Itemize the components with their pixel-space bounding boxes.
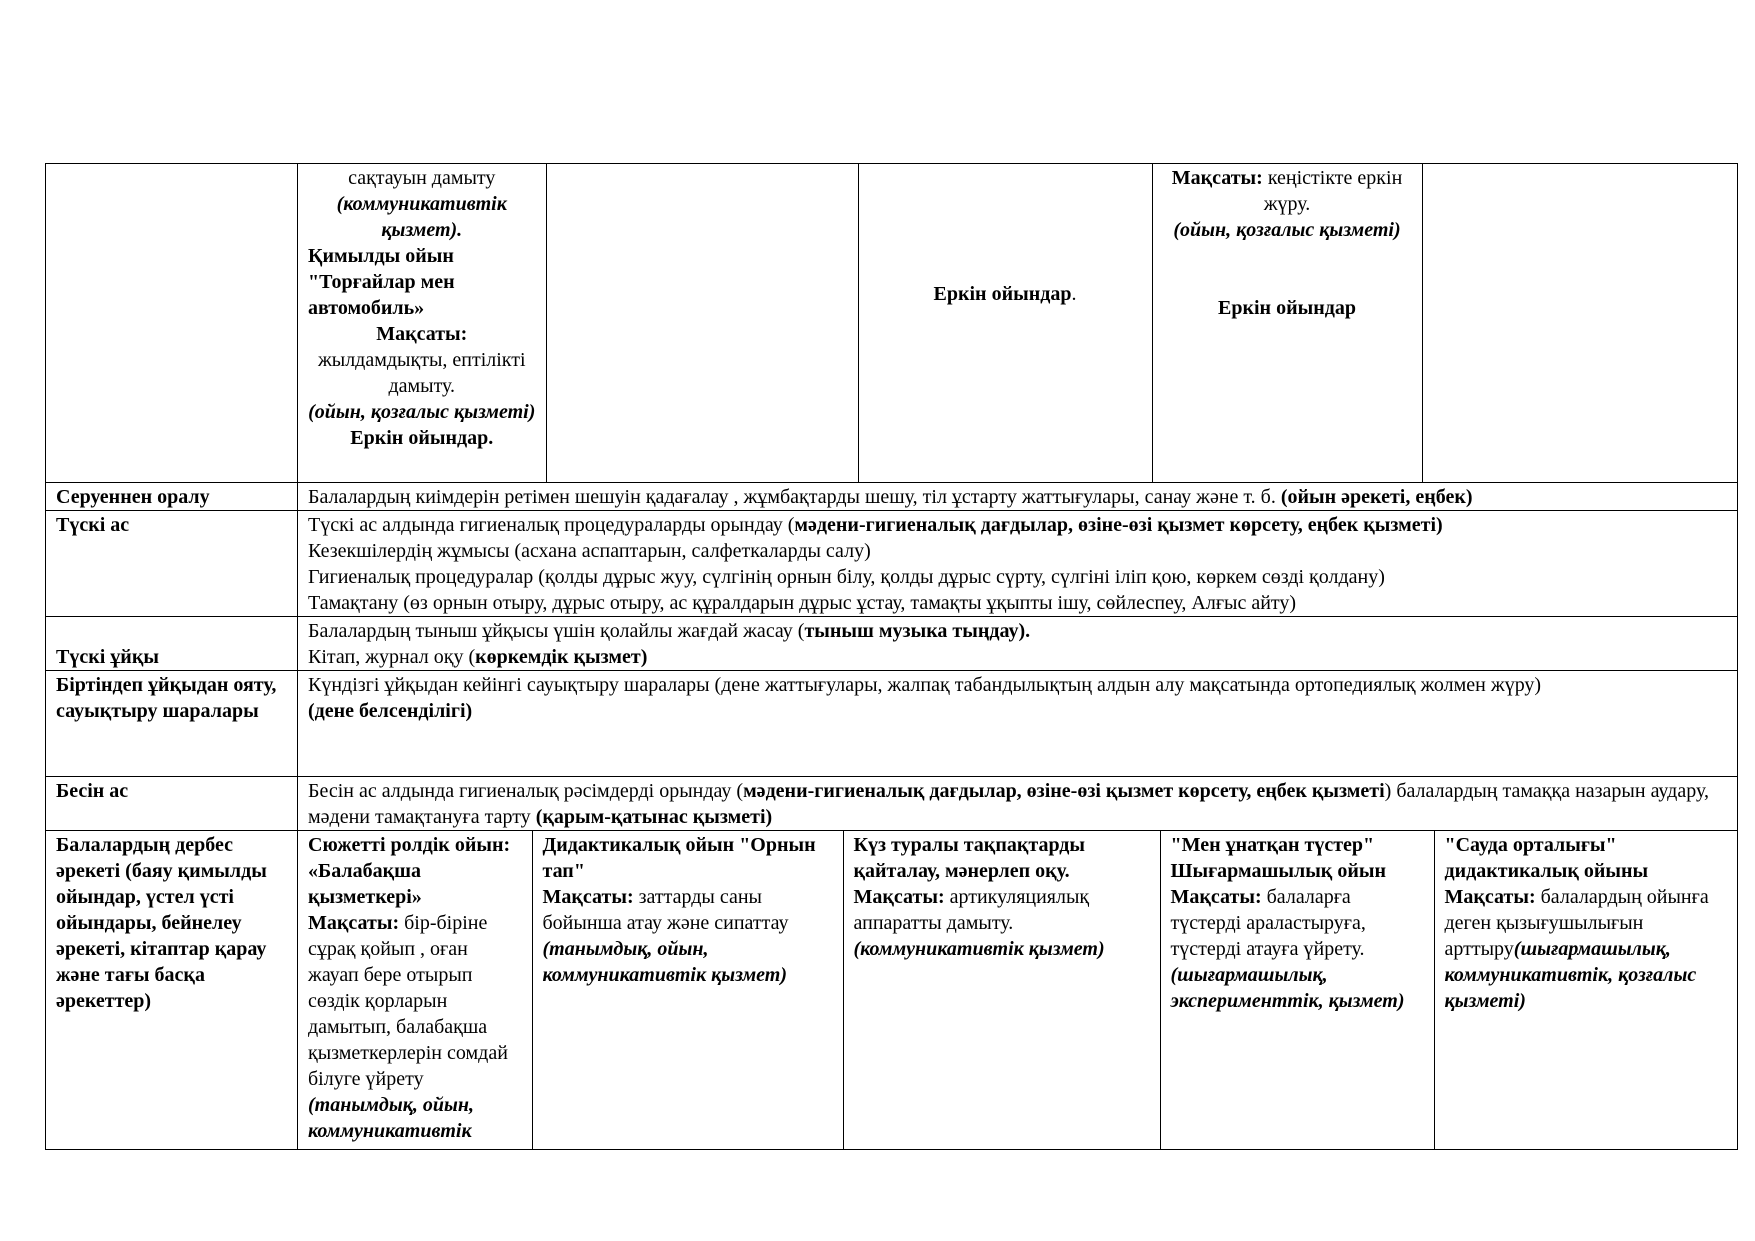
empty-label-cell [46, 164, 298, 483]
row-wakeup [46, 671, 1738, 777]
activity-type-2: (ойын, қозғалыс қызметі) [1173, 219, 1401, 241]
row-content-lunch [298, 511, 1738, 617]
continuation-cells [298, 164, 1738, 483]
activity-cell-4 [1160, 831, 1434, 1149]
row-label-independent: Балалардың дербес әрекеті (баяу қимылды ойындар, үстел үсті ойындары, бейнелеу әрекеті, кітаптар қарау және тағы басқа әрекеттер) [46, 831, 298, 1150]
row-independent [46, 831, 1738, 1150]
activity-cell-5 [1434, 831, 1738, 1149]
activity-goal-3: артикуляциялық аппаратты дамыту. [853, 886, 1090, 934]
nap-activity-2: көркемдік қызмет) [475, 646, 648, 668]
movement-game-title: Қимылды ойын "Торғайлар мен автомобиль» [308, 245, 455, 319]
free-games-3: Еркін ойындар [1218, 297, 1356, 319]
goal-label-2: Мақсаты: [1171, 167, 1263, 189]
activity-type-5: (шығармашылық, коммуникативтік, қозғалыс қызметі) [1444, 938, 1697, 1012]
row-label-wakeup: Біртіндеп ұйқыдан ояту, сауықтыру шаралары [46, 671, 298, 777]
schedule-sheet [45, 163, 1737, 1150]
activity-goal-4: балаларға түстерді араластыруға, түстерді атауға үйрету. [1170, 886, 1366, 960]
snack-text-2: ) балалардың тамаққа назарын аудару, мәдени тамақтануға тарту [308, 780, 1709, 828]
activity-cell-2 [532, 831, 843, 1149]
activity-type-3: (коммуникативтік қызмет) [853, 938, 1105, 960]
activity-type-1: (танымдық, ойын, коммуникативтік [308, 1094, 474, 1142]
lunch-text-4: Тамақтану (өз орнын отыру, дұрыс отыру, ас құралдарын дұрыс ұстау, тамақты ұқыпты ішу, сөйлеспеу, Алғыс айту) [308, 592, 1297, 614]
activity-type-2b: (танымдық, ойын, коммуникативтік қызмет) [542, 938, 787, 986]
lunch-text-2: Кезекшілердің жұмысы (асхана аспаптарын, салфеткаларды салу) [308, 540, 871, 562]
activity-goal-1: бір-біріне сұрақ қойып , оған жауап бере отырып сөздік қорларын дамытып, балабақша қызметкерлерін сомдай білуге үйрету [308, 912, 508, 1090]
cont-cell-4 [1152, 164, 1422, 482]
row-label-snack: Бесін ас [46, 777, 298, 831]
lunch-text-3: Гигиеналық процедуралар (қолды дұрыс жуу, сүлгінің орнын білу, қолды дұрыс сүрту, сүлгіні іліп қою, көркем сөзді қолдану) [308, 566, 1385, 588]
row-content-return-walk [298, 483, 1738, 511]
activity-goal-label-3: Мақсаты: [853, 886, 945, 908]
activity-title-3: Күз туралы тақпақтарды қайталау, мәнерлеп оқу. [853, 834, 1086, 882]
schedule-table [45, 163, 1738, 1150]
cont-text-1: сақтауын дамыту [348, 167, 496, 189]
wakeup-activity: (дене белсенділігі) [308, 700, 473, 722]
cont-cell-3 [858, 164, 1152, 482]
activity-title-1: Сюжетті ролдік ойын: «Балабақша қызметкері» [308, 834, 511, 908]
row-nap [46, 617, 1738, 671]
row-content-nap [298, 617, 1738, 671]
cont-cell-2 [546, 164, 858, 482]
nap-text-2: Кітап, журнал оқу ( [308, 646, 476, 668]
row-label-return-walk: Серуеннен оралу [46, 483, 298, 511]
row-lunch [46, 511, 1738, 617]
row-return-walk [46, 483, 1738, 511]
cont-cell-1 [298, 164, 546, 482]
snack-text-1: Бесін ас алдында гигиеналық рәсімдерді орындау ( [308, 780, 744, 802]
snack-activity-2: (қарым-қатынас қызметі) [535, 806, 773, 828]
return-walk-text: Балалардың киімдерін ретімен шешуін қадағалау , жұмбақтарды шешу, тіл ұстарту жаттығулары, санау және т. б. [308, 486, 1281, 508]
goal-text-2: кеңістікте еркін жүру. [1262, 167, 1403, 215]
return-walk-activity: (ойын әрекеті, еңбек) [1280, 486, 1473, 508]
activity-goal-label-4: Мақсаты: [1170, 886, 1262, 908]
activity-goal-label-2: Мақсаты: [542, 886, 634, 908]
free-games: Еркін ойындар. [350, 427, 494, 449]
snack-activity-1: мәдени-гигиеналық дағдылар, өзіне-өзі қызмет көрсету, еңбек қызметі [743, 780, 1385, 802]
nap-activity-1: тыныш музыка тыңдау). [804, 620, 1031, 642]
row-continuation [46, 164, 1738, 483]
activity-goal-label-1: Мақсаты: [308, 912, 400, 934]
row-content-wakeup [298, 671, 1738, 777]
cont-activity-1: (коммуникативтік қызмет). [336, 193, 507, 241]
lunch-text-1: Түскі ас алдында гигиеналық процедураларды орындау ( [308, 514, 795, 536]
activity-title-5: "Сауда орталығы" дидактикалық ойыны [1444, 834, 1649, 882]
activity-goal-label-5: Мақсаты: [1444, 886, 1536, 908]
row-snack [46, 777, 1738, 831]
activity-title-2: Дидактикалық ойын "Орнын тап" [542, 834, 816, 882]
lunch-activity: мәдени-гигиеналық дағдылар, өзіне-өзі қызмет көрсету, еңбек қызметі) [794, 514, 1443, 536]
free-games-dot: . [1071, 282, 1077, 305]
spacer [1163, 243, 1412, 295]
activity-cell-1 [298, 831, 532, 1149]
cont-cell-5 [1422, 164, 1738, 482]
wakeup-text: Күндізгі ұйқыдан кейінгі сауықтыру шаралары (дене жаттығулары, жалпақ табандылықтың алдын алу мақсатында ортопедиялық жолмен жүру) [308, 674, 1542, 696]
activity-goal-5: балалардың ойынға деген қызығушылығын арттыру [1444, 886, 1709, 960]
free-games-2: Еркін ойындар [933, 282, 1072, 305]
row-label-lunch: Түскі ас [46, 511, 298, 617]
row-content-snack [298, 777, 1738, 831]
independent-cells [298, 831, 1738, 1150]
activity-title-4: "Мен ұнатқан түстер" Шығармашылық ойын [1170, 834, 1386, 882]
activity-goal-2: заттарды саны бойынша атау және сипаттау [542, 886, 789, 934]
activity-type-4: (шығармашылық, эксперименттік, қызмет) [1170, 964, 1405, 1012]
activity-type: (ойын, қозғалыс қызметі) [308, 401, 536, 423]
nap-text-1: Балалардың тыныш ұйқысы үшін қолайлы жағдай жасау ( [308, 620, 805, 642]
row-label-nap: Түскі ұйқы [46, 617, 298, 671]
goal-text: жылдамдықты, ептілікті дамыту. [317, 349, 526, 397]
goal-label: Мақсаты: [376, 323, 468, 345]
activity-cell-3 [843, 831, 1160, 1149]
